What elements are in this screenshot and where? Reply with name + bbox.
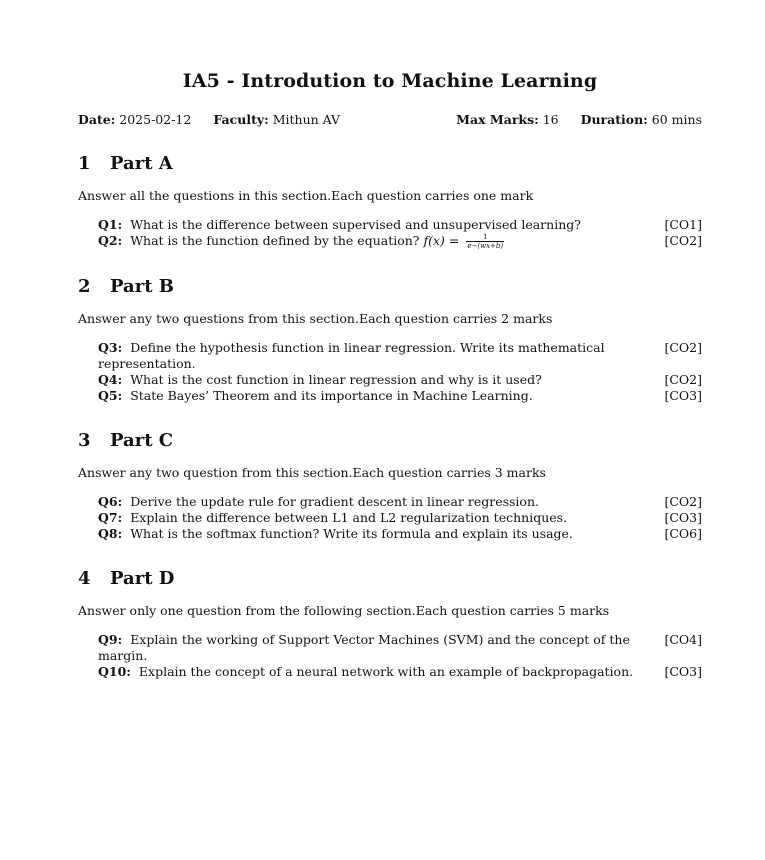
question-text: Derive the update rule for gradient descent in linear regression. <box>130 494 539 509</box>
paper-meta <box>78 112 702 127</box>
question-body <box>98 372 542 388</box>
question-item <box>98 526 702 542</box>
question-body <box>98 632 652 664</box>
course-outcome: [CO6] <box>664 526 702 541</box>
question-text: Explain the difference between L1 and L2 regularization techniques. <box>130 510 568 525</box>
faculty-value: Mithun AV <box>272 112 341 127</box>
question-text: What is the cost function in linear regression and why is it used? <box>130 372 542 387</box>
question-item <box>98 233 702 250</box>
question-body <box>98 217 581 233</box>
question-body <box>98 494 539 510</box>
question-label: Q6: <box>98 494 123 509</box>
section-part-b <box>78 276 702 404</box>
course-outcome: [CO1] <box>664 217 702 232</box>
section-title: Part A <box>110 153 173 174</box>
course-outcome: [CO3] <box>664 510 702 525</box>
question-label: Q4: <box>98 372 123 387</box>
question-list <box>78 632 702 680</box>
section-instruction: Answer only one question from the following section.Each question carries 5 marks <box>78 603 610 618</box>
section-number: 3 <box>78 430 91 451</box>
faculty-field <box>213 112 340 127</box>
question-body <box>98 526 573 542</box>
section-part-a <box>78 153 702 250</box>
section-instruction: Answer any two questions from this section.Each question carries 2 marks <box>78 311 553 326</box>
question-item <box>98 340 702 372</box>
duration-value: 60 mins <box>651 112 702 127</box>
question-text: State Bayes’ Theorem and its importance in Machine Learning. <box>130 388 533 403</box>
question-item <box>98 664 702 680</box>
date-value: 2025-02-12 <box>119 112 192 127</box>
equation-fraction <box>466 233 504 250</box>
course-outcome: [CO3] <box>664 664 702 679</box>
question-list <box>78 217 702 250</box>
question-text: What is the softmax function? Write its formula and explain its usage. <box>130 526 573 541</box>
question-label: Q5: <box>98 388 123 403</box>
duration-label: Duration: <box>580 112 648 127</box>
fraction-denominator: e−(wx+b) <box>467 242 504 250</box>
section-heading <box>78 153 702 174</box>
question-body <box>98 388 533 404</box>
date-label: Date: <box>78 112 116 127</box>
question-body <box>98 233 504 250</box>
question-body <box>98 664 633 680</box>
course-outcome: [CO2] <box>664 340 702 355</box>
question-body <box>98 340 652 372</box>
course-outcome: [CO3] <box>664 388 702 403</box>
section-heading <box>78 430 702 451</box>
question-list <box>78 340 702 404</box>
question-label: Q7: <box>98 510 123 525</box>
question-item <box>98 632 702 664</box>
question-text: What is the difference between supervised and unsupervised learning? <box>130 217 581 232</box>
section-part-d <box>78 568 702 680</box>
meta-left <box>78 112 358 127</box>
question-list <box>78 494 702 542</box>
question-item <box>98 217 702 233</box>
question-body <box>98 510 567 526</box>
course-outcome: [CO2] <box>664 372 702 387</box>
question-label: Q8: <box>98 526 123 541</box>
max-marks-field <box>456 112 562 127</box>
question-label: Q2: <box>98 233 123 248</box>
faculty-label: Faculty: <box>213 112 269 127</box>
course-outcome: [CO2] <box>664 233 702 248</box>
course-outcome: [CO2] <box>664 494 702 509</box>
section-number: 2 <box>78 276 91 297</box>
section-number: 1 <box>78 153 91 174</box>
question-label: Q1: <box>98 217 123 232</box>
paper-title: IA5 - Introdution to Machine Learning <box>182 70 598 92</box>
section-heading <box>78 568 702 589</box>
section-title: Part B <box>110 276 174 297</box>
exam-paper <box>0 70 765 860</box>
section-heading <box>78 276 702 297</box>
fraction-numerator: 1 <box>466 233 504 242</box>
question-label: Q9: <box>98 632 123 647</box>
question-label: Q10: <box>98 664 131 679</box>
section-title: Part C <box>110 430 174 451</box>
question-item <box>98 494 702 510</box>
max-marks-value: 16 <box>542 112 559 127</box>
section-instruction: Answer all the questions in this section.Each question carries one mark <box>78 188 534 203</box>
section-number: 4 <box>78 568 91 589</box>
question-text: Explain the working of Support Vector Machines (SVM) and the concept of the margin. <box>98 632 630 663</box>
question-text: What is the function defined by the equation? <box>130 233 420 248</box>
question-text: Define the hypothesis function in linear regression. Write its mathematical representation. <box>98 340 605 371</box>
question-text: Explain the concept of a neural network with an example of backpropagation. <box>138 664 634 679</box>
question-label: Q3: <box>98 340 123 355</box>
duration-field <box>581 112 702 127</box>
equation-lhs: f(x) = <box>423 233 460 248</box>
question-item <box>98 372 702 388</box>
date-field <box>78 112 195 127</box>
section-part-c <box>78 430 702 542</box>
section-instruction: Answer any two question from this section.Each question carries 3 marks <box>78 465 546 480</box>
question-item <box>98 388 702 404</box>
course-outcome: [CO4] <box>664 632 702 647</box>
meta-right <box>438 112 702 127</box>
section-title: Part D <box>110 568 175 589</box>
question-item <box>98 510 702 526</box>
max-marks-label: Max Marks: <box>456 112 539 127</box>
